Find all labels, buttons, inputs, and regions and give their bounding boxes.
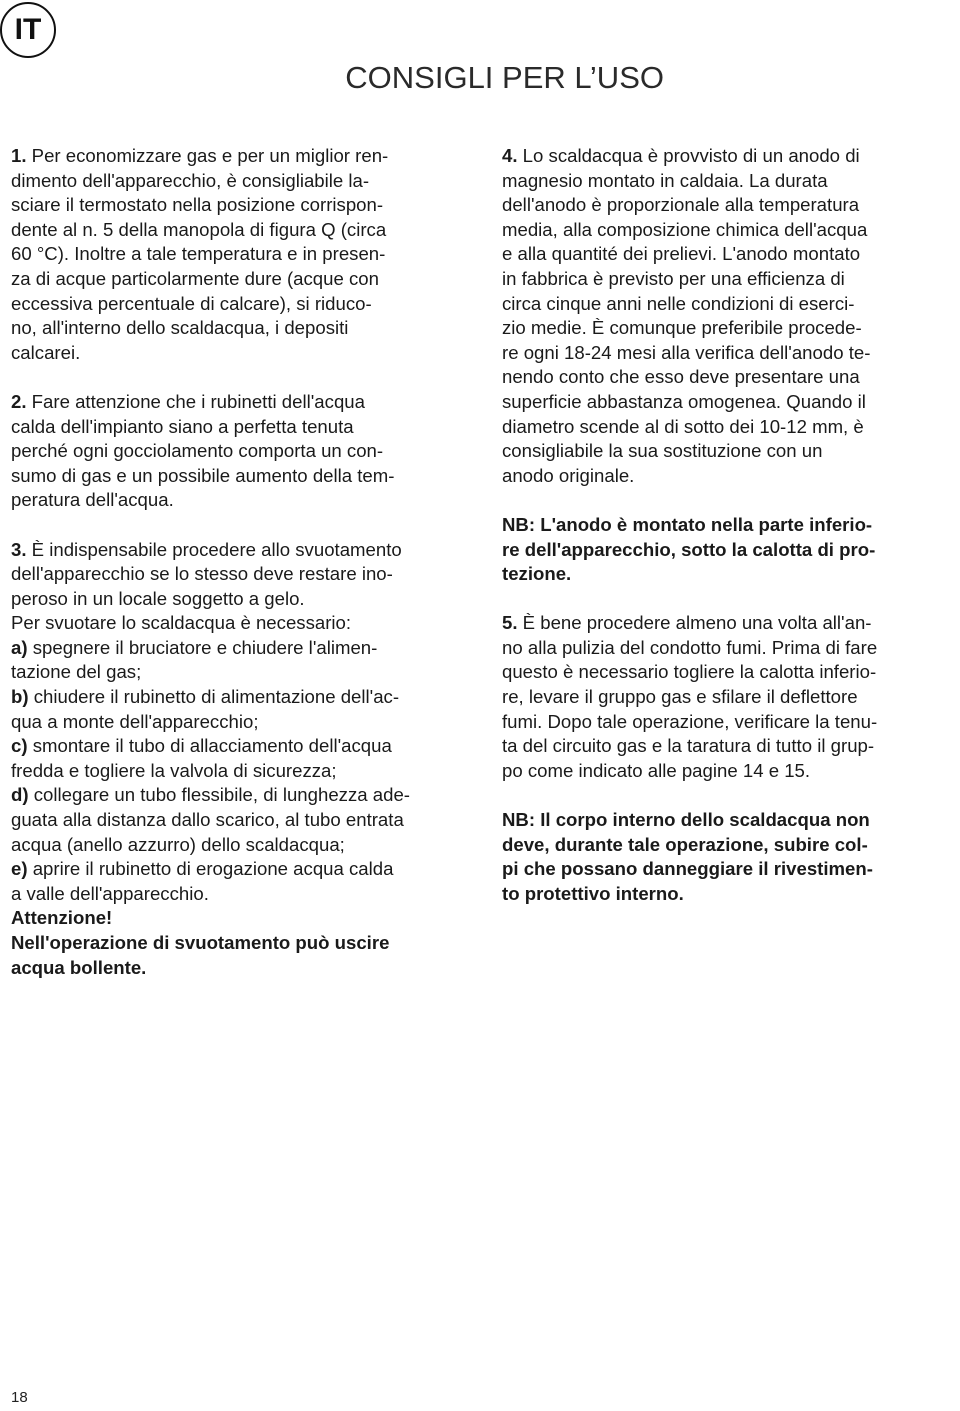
section-4-line: circa cinque anni nelle condizioni di eserci-: [502, 292, 855, 314]
section-4: [502, 144, 958, 488]
warning-text: Nell'operazione di svuotamento può uscire: [11, 932, 390, 953]
section-4-line: diametro scende al di sotto dei 10-12 mm, è: [502, 415, 864, 437]
section-2-line: 2. Fare attenzione che i rubinetti dell'acqua: [11, 390, 365, 412]
anode-note-line: NB: L'anodo è montato nella parte inferio-: [502, 513, 873, 535]
section-4-line: superficie abbastanza omogenea. Quando il: [502, 390, 866, 412]
section-4-line: nendo conto che esso deve presentare una: [502, 366, 860, 388]
drain-step-c: c) smontare il tubo di allacciamento dell'acqua: [11, 735, 392, 757]
section-5-number: 5.: [502, 612, 518, 634]
section-4-number: 4.: [502, 145, 518, 166]
section-2-line: sumo di gas e un possibile aumento della tem-: [11, 464, 395, 486]
section-4-line: in fabbrica è previsto per una efficienza di: [502, 267, 845, 289]
step-label: a): [11, 636, 28, 658]
drain-step-e: e) aprire il rubinetto di erogazione acqua calda: [11, 858, 394, 880]
section-2-line: perché ogni gocciolamento comporta un con-: [11, 440, 384, 462]
section-5-line: re, levare il gruppo gas e sfilare il deflettore: [502, 686, 858, 708]
body-note-line: to protettivo interno.: [502, 882, 684, 904]
anode-note: [502, 513, 958, 587]
section-1-line: 1. Per economizzare gas e per un miglior ren-: [11, 145, 389, 166]
section-1-line: za di acque particolarmente dure (acque con: [11, 267, 379, 289]
section-5-line: questo è necessario togliere la calotta inferio-: [502, 661, 877, 683]
section-4-line: zio medie. È comunque preferibile procede-: [502, 317, 862, 339]
section-3-line: peroso in un locale soggetto a gelo.: [11, 587, 305, 609]
section-2-line: calda dell'impianto siano a perfetta tenuta: [11, 415, 354, 437]
drain-step-a: a) spegnere il bruciatore e chiudere l'alimen-: [11, 636, 378, 658]
section-4-line: anodo originale.: [502, 464, 635, 486]
section-5-line: fumi. Dopo tale operazione, verificare la tenu-: [502, 710, 878, 732]
section-2-number: 2.: [11, 390, 27, 412]
drain-intro: Per svuotare lo scaldacqua è necessario:: [11, 612, 352, 634]
section-5-line: ta del circuito gas e la taratura di tutto il grup-: [502, 735, 875, 757]
section-1-line: sciare il termostato nella posizione corrispon-: [11, 194, 384, 216]
section-3-line: 3. È indispensabile procedere allo svuotamento: [11, 538, 402, 560]
left-column: [11, 144, 470, 980]
drain-step-c-line: fredda e togliere la valvola di sicurezza;: [11, 759, 337, 781]
section-1-line: calcarei.: [11, 341, 81, 363]
section-4-line: re ogni 18-24 mesi alla verifica dell'anodo te-: [502, 341, 871, 363]
step-label: b): [11, 686, 29, 708]
section-4-line: consigliabile la sua sostituzione con un: [502, 440, 823, 462]
section-1-line: dente al n. 5 della manopola di figura Q (circa: [11, 218, 387, 240]
drain-step-e-line: a valle dell'apparecchio.: [11, 882, 209, 904]
section-1-line: dimento dell'apparecchio, è consigliabile la-: [11, 169, 370, 191]
section-1-line: eccessiva percentuale di calcare), si riduco-: [11, 292, 372, 314]
section-2: [11, 390, 470, 513]
section-1-number: 1.: [11, 145, 27, 166]
section-4-line: media, alla composizione chimica dell'acqua: [502, 218, 868, 240]
section-5-line: no alla pulizia del condotto fumi. Prima di fare: [502, 636, 878, 658]
body-note-line: deve, durante tale operazione, subire col-: [502, 833, 868, 855]
section-5: [502, 611, 958, 783]
section-3: [11, 538, 470, 981]
section-1: [11, 144, 470, 365]
body-note: [502, 808, 958, 906]
section-5-line: 5. È bene procedere almeno una volta all'an-: [502, 612, 872, 634]
section-1-line: no, all'interno dello scaldacqua, i depositi: [11, 317, 349, 339]
anode-note-line: re dell'apparecchio, sotto la calotta di pro-: [502, 538, 876, 560]
anode-note-line: tezione.: [502, 563, 572, 585]
drain-step-d-line: guata alla distanza dallo scarico, al tubo entrata: [11, 809, 404, 831]
drain-step-b: b) chiudere il rubinetto di alimentazione dell'ac-: [11, 686, 400, 708]
section-3-number: 3.: [11, 538, 27, 560]
drain-step-a-line: tazione del gas;: [11, 661, 142, 683]
section-4-line: magnesio montato in caldaia. La durata: [502, 169, 828, 191]
drain-step-d: d) collegare un tubo flessibile, di lunghezza ade-: [11, 784, 410, 806]
section-2-line: peratura dell'acqua.: [11, 489, 174, 511]
drain-step-b-line: qua a monte dell'apparecchio;: [11, 710, 259, 732]
section-4-line: 4. Lo scaldacqua è provvisto di un anodo di: [502, 145, 860, 166]
section-3-line: dell'apparecchio se lo stesso deve restare ino-: [11, 563, 393, 585]
section-4-line: e alla quantité dei prelievi. L'anodo montato: [502, 243, 861, 265]
step-label: c): [11, 735, 28, 757]
page-number: 18: [11, 1389, 28, 1406]
body-note-line: pi che possano danneggiare il rivestimen-: [502, 858, 873, 880]
section-1-line: 60 °C). Inoltre a tale temperatura e in presen-: [11, 243, 386, 265]
warning-text: acqua bollente.: [11, 956, 147, 978]
language-badge-label: IT: [14, 13, 42, 46]
warning-title: Attenzione!: [11, 907, 113, 929]
section-5-line: po come indicato alle pagine 14 e 15.: [502, 759, 811, 781]
language-badge: [0, 2, 56, 58]
section-4-line: dell'anodo è proporzionale alla temperatura: [502, 194, 860, 216]
page-title: CONSIGLI PER L’USO: [345, 60, 664, 95]
step-label: d): [11, 784, 29, 806]
body-note-line: NB: Il corpo interno dello scaldacqua non: [502, 809, 870, 831]
right-column: [502, 144, 958, 931]
drain-step-d-line: acqua (anello azzurro) dello scaldacqua;: [11, 833, 345, 855]
step-label: e): [11, 858, 28, 880]
